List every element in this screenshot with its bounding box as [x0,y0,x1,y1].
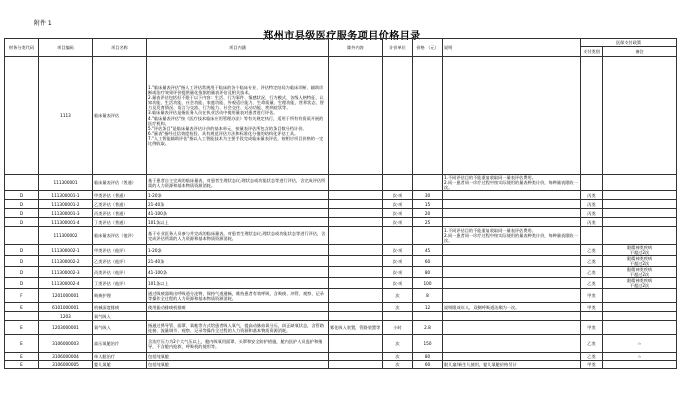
table-row [5,303,677,312]
price-cell [413,175,443,191]
name-cell: 丁类评估（普通） [93,218,147,227]
header-remark: 备注 [603,47,677,57]
unit-cell: 次 [383,289,413,303]
price-cell [413,57,443,175]
price-cell: 45 [413,245,443,256]
content-cell: 指通过鼻导管、面罩、氧帐等方式给患者吸入氧气，提高动脉血氧分压，纠正缺氧状态，含管路连接、流量调节、观察、记录等操作全过程的人力资源和基本物质资源消耗。 [147,321,329,335]
notes-cell [443,191,581,200]
code-cell: 111300002-3 [39,267,93,278]
remark-cell: 限精神类疾病 不超过2次 [603,256,677,267]
category-cell: E [5,353,39,361]
category-cell: E [5,361,39,369]
excluded-cell [329,312,383,321]
notes-cell [443,278,581,289]
table-row [5,227,677,245]
remark-cell [603,303,677,312]
name-cell: 婴儿氧舱 [93,361,147,369]
category-cell: D [5,209,39,218]
name-cell: 临床量表评估（他评） [93,227,147,245]
payment-category-cell [581,312,603,321]
name-cell: 临床量表评估（普通） [93,175,147,191]
price-cell: 100 [413,278,443,289]
payment-category-cell: 乙类 [581,353,603,361]
code-cell: 6101000001 [39,303,93,312]
content-cell: 包括纯氧舱 [147,353,329,361]
unit-cell: 次 [383,361,413,369]
notes-cell [443,335,581,353]
payment-category-cell: 甲类 [581,321,603,335]
unit-cell [383,57,413,175]
unit-cell: 次 [383,353,413,361]
content-cell: 含治疗压力为2个大气压以上，舱内吸氧用面罩、头罩和安全防护措施，舱内医护人员监护和指导，不含舱内抢救、呼吸机的使用等。 [147,335,329,353]
category-cell: E [5,335,39,353]
remark-cell [603,361,677,369]
remark-cell: 限精神类疾病 不超过2次 [603,278,677,289]
remark-cell: ☆ [603,353,677,361]
code-cell: 1201000001 [39,289,93,303]
name-cell: 高压氧舱治疗 [93,335,147,353]
table-row [5,191,677,200]
excluded-cell [329,267,383,278]
code-cell: 111300002-1 [39,245,93,256]
remark-cell: 限精神类疾病 不超过2次 [603,267,677,278]
code-cell: 111300002 [39,227,93,245]
content-cell: 包括纯氧舱 [147,361,329,369]
excluded-cell [329,278,383,289]
payment-category-cell: 乙类 [581,245,603,256]
header-name: 项目名称 [93,39,147,57]
code-cell: 111300001-3 [39,209,93,218]
price-cell [413,227,443,245]
payment-category-cell [581,175,603,191]
remark-cell [603,289,677,303]
content-cell [147,312,329,321]
price-cell: 80 [413,267,443,278]
table-row [5,218,677,227]
payment-category-cell: 丙类 [581,200,603,209]
code-cell: 1203000001 [39,321,93,335]
category-cell: F [5,289,39,303]
content-cell: 通过吸痰器吸出呼吸道分泌物，保持气道通畅，维持患者有效呼吸，含吸痰、冲管、观察、记录等操作全过程的人力资源和基本物质资源消耗。 [147,289,329,303]
category-cell: D [5,256,39,267]
payment-category-cell [581,227,603,245]
category-cell: D [5,200,39,209]
content-cell: 101条以上 [147,278,329,289]
unit-cell: 次·项 [383,191,413,200]
content-cell: 1-20条 [147,191,329,200]
unit-cell [383,227,413,245]
price-cell: 8 [413,289,443,303]
excluded-cell: 雾化吸入装置，管路装置等 [329,321,383,335]
notes-cell: 1.不同评估目的不能重复收取同一量表评估费用。 2.同一患者同一诊疗过程中按实际使用的量表种类计价，每种量表限收一次。 [443,227,581,245]
code-cell: 3106000005 [39,361,93,369]
price-cell: 15 [413,200,443,209]
excluded-cell [329,303,383,312]
price-cell [413,312,443,321]
remark-cell [603,57,677,175]
header-unit: 计价单位 [383,39,413,57]
payment-category-cell: 乙类 [581,335,603,353]
notes-cell [443,289,581,303]
unit-cell: 次·项 [383,245,413,256]
header-category: 财务分类代码 [5,39,39,57]
name-cell: 丁类评估（他评） [93,278,147,289]
table-row [5,321,677,335]
notes-cell [443,218,581,227]
category-cell: D [5,278,39,289]
name-cell: 机械深度排痰 [93,303,147,312]
category-cell [5,175,39,191]
content-cell: 101条以上 [147,218,329,227]
unit-cell [383,175,413,191]
category-cell: D [5,245,39,256]
content-cell: 21-40条 [147,200,329,209]
table-row [5,278,677,289]
remark-cell: 限精神类疾病 不超过2次 [603,245,677,256]
remark-cell [603,312,677,321]
code-cell: 111300001-1 [39,191,93,200]
header-payment: 医保支付政策 [581,39,677,47]
price-cell: 2.8 [413,321,443,335]
excluded-cell [329,227,383,245]
content-cell: 使用振动排痰机排痰 [147,303,329,312]
name-cell: 甲类评估（他评） [93,245,147,256]
content-cell: 基于患者自主完成的临床量表，对患者生理状态/心理状态或功能状态等进行评估，含完成评估所需的人力资源和基本物质资源消耗。 [147,175,329,191]
payment-category-cell: 甲类 [581,289,603,303]
name-cell: 临床量表评估 [93,57,147,175]
table-row [5,361,677,369]
price-cell: 60 [413,256,443,267]
price-table [4,38,677,369]
excluded-cell [329,361,383,369]
category-cell: D [5,191,39,200]
category-cell: E [5,321,39,335]
code-cell: 111300001 [39,175,93,191]
content-cell: 1-20条 [147,245,329,256]
code-cell: 1203 [39,312,93,321]
notes-cell: 1.不同评估目的不能重复收取同一量表评估费用。 2.同一患者同一诊疗过程中按实际使用的量表种类计价，每种量表限收一次。 [443,175,581,191]
remark-cell [603,175,677,191]
remark-cell: ☆ [603,335,677,353]
unit-cell: 次 [383,335,413,353]
excluded-cell [329,218,383,227]
code-cell: 3106000004 [39,353,93,361]
header-excluded: 除外内容 [329,39,383,57]
excluded-cell [329,353,383,361]
price-cell: 12 [413,303,443,312]
name-cell: 氧气吸入 [93,321,147,335]
category-cell [5,227,39,245]
table-row [5,256,677,267]
table-row [5,175,677,191]
excluded-cell [329,57,383,175]
payment-category-cell: 丙类 [581,209,603,218]
unit-cell [383,312,413,321]
name-cell: 甲类评估（普通） [93,191,147,200]
category-cell [5,57,39,175]
unit-cell: 次 [383,303,413,312]
unit-cell: 次·项 [383,278,413,289]
attachment-label: 附件 1 [34,20,52,27]
excluded-cell [329,191,383,200]
price-cell: 20 [413,209,443,218]
unit-cell: 次·项 [383,267,413,278]
price-cell: 80 [413,353,443,361]
header-code: 项目编码 [39,39,93,57]
code-cell: 1113 [39,57,93,175]
header-notes: 说明 [443,39,581,57]
category-cell: D [5,267,39,278]
notes-cell: 说明限成年人，双侧呼吸道洁顺为一次。 [443,303,581,312]
notes-cell [443,200,581,209]
notes-cell [443,256,581,267]
remark-cell [603,218,677,227]
header-price: 价格 （元） [413,39,443,57]
name-cell: 丙类评估（普通） [93,209,147,218]
category-cell: E [5,303,39,312]
payment-category-cell [581,57,603,175]
code-cell: 3106000003 [39,335,93,353]
header-content: 项目内涵 [147,39,329,57]
notes-cell [443,57,581,175]
code-cell: 111300001-4 [39,218,93,227]
content-cell: 21-40条 [147,256,329,267]
excluded-cell [329,256,383,267]
table-row [5,335,677,353]
notes-cell [443,321,581,335]
name-cell: 乙类评估（他评） [93,256,147,267]
name-cell: 丙类评估（他评） [93,267,147,278]
remark-cell [603,200,677,209]
remark-cell [603,321,677,335]
category-cell [5,312,39,321]
remark-cell [603,227,677,245]
content-cell: 41-100条 [147,209,329,218]
header-payment-category: 支付类别 [581,47,603,57]
table-row [5,353,677,361]
category-cell: D [5,218,39,227]
payment-category-cell: 乙类 [581,278,603,289]
payment-category-cell: 乙类 [581,256,603,267]
notes-cell [443,209,581,218]
payment-category-cell: 甲类 [581,303,603,312]
price-cell: 25 [413,218,443,227]
excluded-cell [329,175,383,191]
table-row [5,245,677,256]
notes-cell [443,267,581,278]
page-title: 郑州市县级医疗服务项目价格目录 [263,31,421,42]
unit-cell: 次·项 [383,256,413,267]
excluded-cell [329,200,383,209]
payment-category-cell: 丙类 [581,191,603,200]
code-cell: 111300002-4 [39,278,93,289]
code-cell: 111300001-2 [39,200,93,209]
unit-cell: 小时 [383,321,413,335]
remark-cell [603,209,677,218]
unit-cell: 次·项 [383,200,413,209]
unit-cell: 次·项 [383,209,413,218]
name-cell: 乙类评估（普通） [93,200,147,209]
table-row [5,57,677,175]
table-row [5,200,677,209]
table-row [5,312,677,321]
table-row [5,267,677,278]
notes-cell [443,353,581,361]
price-cell: 30 [413,191,443,200]
name-cell: 单人舱治疗 [93,353,147,361]
excluded-cell [329,289,383,303]
notes-cell [443,245,581,256]
excluded-cell [329,245,383,256]
code-cell: 111300002-2 [39,256,93,267]
content-cell: 1."临床量表评估"指人工评估常规用于临床的各个临床专业、评估特定结局为临床诊断、辅助诊断或治疗效果评价提供量化依据的量表评估及相关技术。 2.量表评估包括但不限于以下内容：生活、行为事件、情感状况、行为模式、各级人格特征、认知功能、生活功能、社会功能、家庭功能、外观适应能力、生命质量、生理功能、营养状态、智力及发育情况、语言与交流、行为能力、社会交往、运动功能、疾病症状等。 3.临床量表评估是指医务人员在执业活动中使用量表对患者进行评估。 4."临床量表评估"按《医疗技术临床应用管理办法》等有关规定执行，适用于所有有资质开展的医疗机构。 5."评估条目"是临床量表评估计价的基本单元，按量表评估所包含的条目数分档计价。 6."量表"指经过信效度检验、具有规范评估方法和标准化分值的结构化评估工具。 7."人工智能辅助评估"指以人工智能技术为主要手段完成临床量表评估，按相应项目价格的一定比例收取。 [147,57,329,175]
payment-category-cell: 甲类 [581,361,603,369]
name-cell: 氧气吸入 [93,312,147,321]
table-row [5,209,677,218]
payment-category-cell: 丙类 [581,218,603,227]
unit-cell: 次·项 [383,218,413,227]
table-row [5,289,677,303]
notes-cell: 限儿童/新生儿使用，婴儿氧舱价格另计 [443,361,581,369]
price-cell: 150 [413,335,443,353]
name-cell: 吸痰护理 [93,289,147,303]
payment-category-cell: 乙类 [581,267,603,278]
excluded-cell [329,209,383,218]
content-cell: 41-100条 [147,267,329,278]
price-cell: 60 [413,361,443,369]
remark-cell [603,191,677,200]
excluded-cell [329,335,383,353]
notes-cell [443,312,581,321]
content-cell: 基于专业医务人员参与并完成的临床量表，对患者生理状态/心理状态或功能状态等进行评估，含完成评估所需的人力资源和基本物质资源消耗。 [147,227,329,245]
